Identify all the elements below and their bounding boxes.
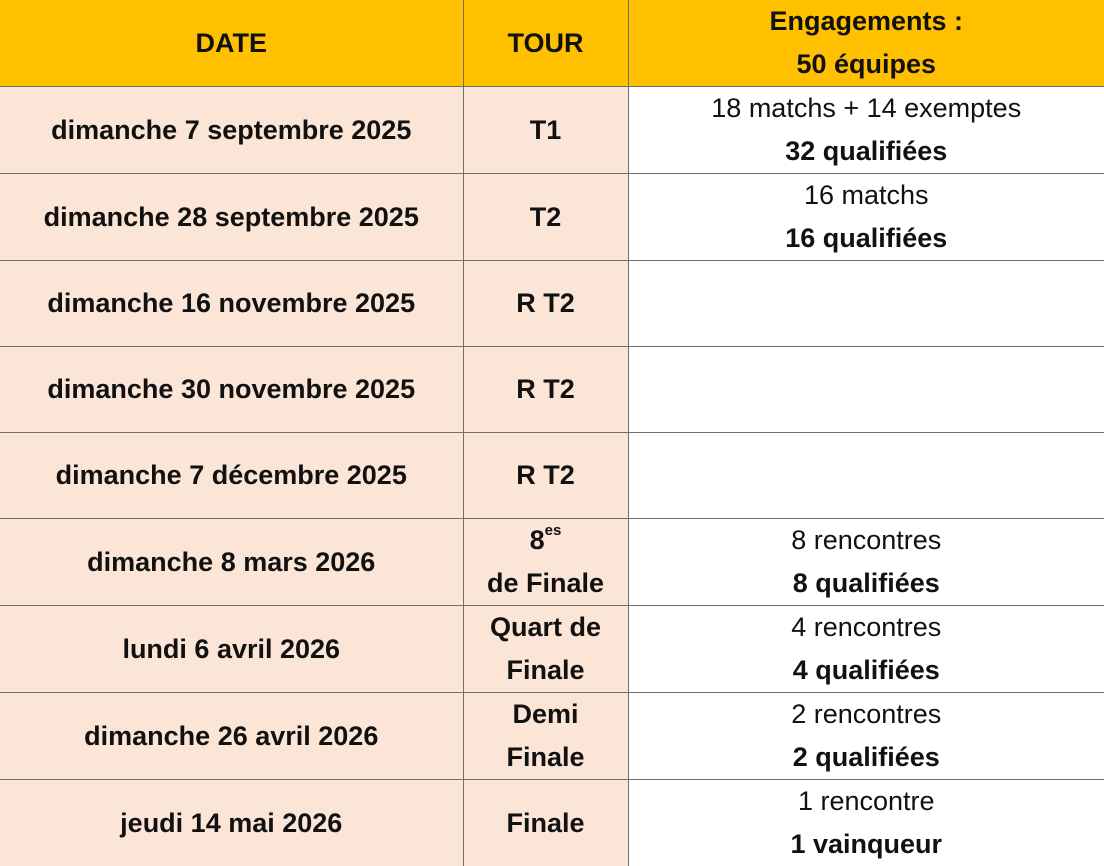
tour-name: Quart de xyxy=(490,612,601,642)
tour-name-line xyxy=(464,519,628,562)
matches-text: 8 rencontres xyxy=(629,519,1104,562)
result-text: 2 qualifiées xyxy=(629,736,1104,779)
engagements-cell xyxy=(628,174,1104,261)
tour-name: Demi xyxy=(512,699,578,729)
date-cell: dimanche 30 novembre 2025 xyxy=(0,347,463,433)
tour-cell xyxy=(463,606,628,693)
matches-text: 4 rencontres xyxy=(629,606,1104,649)
date-cell: dimanche 28 septembre 2025 xyxy=(0,174,463,261)
date-column-header: DATE xyxy=(0,0,463,87)
table-row xyxy=(0,780,1104,866)
tour-name: R T2 xyxy=(516,374,575,404)
tour-cell xyxy=(463,780,628,866)
tour-name-line xyxy=(464,454,628,497)
tour-name-line xyxy=(464,109,628,152)
table-row xyxy=(0,87,1104,174)
tour-name-line xyxy=(464,282,628,325)
table-row xyxy=(0,606,1104,693)
tour-cell xyxy=(463,347,628,433)
tour-column-header: TOUR xyxy=(463,0,628,87)
table-row xyxy=(0,347,1104,433)
engagements-cell xyxy=(628,693,1104,780)
matches-text: 18 matchs + 14 exemptes xyxy=(629,87,1104,130)
engagements-header-title: Engagements : xyxy=(629,0,1104,43)
tour-name-line xyxy=(464,196,628,239)
result-text: 32 qualifiées xyxy=(629,130,1104,173)
header-row xyxy=(0,0,1104,87)
tour-superscript: es xyxy=(545,522,562,539)
table-row xyxy=(0,261,1104,347)
matches-text: 2 rencontres xyxy=(629,693,1104,736)
table-row xyxy=(0,693,1104,780)
tour-name: R T2 xyxy=(516,288,575,318)
engagements-cell xyxy=(628,519,1104,606)
engagements-header-count: 50 équipes xyxy=(629,43,1104,86)
tour-name: R T2 xyxy=(516,460,575,490)
matches-text: 1 rencontre xyxy=(629,780,1104,823)
engagements-cell xyxy=(628,780,1104,866)
table-body xyxy=(0,87,1104,866)
engagements-column-header xyxy=(628,0,1104,87)
tour-name-line2: Finale xyxy=(464,736,628,779)
table-row xyxy=(0,174,1104,261)
tour-cell xyxy=(463,261,628,347)
date-cell: dimanche 7 décembre 2025 xyxy=(0,433,463,519)
table-row xyxy=(0,433,1104,519)
result-text: 4 qualifiées xyxy=(629,649,1104,692)
tour-cell xyxy=(463,693,628,780)
result-text: 1 vainqueur xyxy=(629,823,1104,866)
engagements-cell xyxy=(628,87,1104,174)
tour-name-line xyxy=(464,606,628,649)
date-cell: dimanche 8 mars 2026 xyxy=(0,519,463,606)
tour-cell xyxy=(463,174,628,261)
tour-cell xyxy=(463,433,628,519)
engagements-cell xyxy=(628,433,1104,519)
result-text: 16 qualifiées xyxy=(629,217,1104,260)
table-row xyxy=(0,519,1104,606)
table-header xyxy=(0,0,1104,87)
tour-name-line xyxy=(464,693,628,736)
tour-name: T2 xyxy=(530,202,562,232)
tour-name: T1 xyxy=(530,115,562,145)
tour-name-line2: de Finale xyxy=(464,562,628,605)
tour-name: Finale xyxy=(506,808,584,838)
tour-name: 8 xyxy=(530,525,545,555)
date-cell: jeudi 14 mai 2026 xyxy=(0,780,463,866)
engagements-cell xyxy=(628,606,1104,693)
engagements-cell xyxy=(628,261,1104,347)
result-text: 8 qualifiées xyxy=(629,562,1104,605)
date-cell: lundi 6 avril 2026 xyxy=(0,606,463,693)
tour-cell xyxy=(463,519,628,606)
tour-name-line2: Finale xyxy=(464,649,628,692)
date-cell: dimanche 16 novembre 2025 xyxy=(0,261,463,347)
engagements-cell xyxy=(628,347,1104,433)
matches-text: 16 matchs xyxy=(629,174,1104,217)
date-cell: dimanche 26 avril 2026 xyxy=(0,693,463,780)
date-cell: dimanche 7 septembre 2025 xyxy=(0,87,463,174)
tour-cell xyxy=(463,87,628,174)
tour-name-line xyxy=(464,368,628,411)
tour-name-line xyxy=(464,802,628,845)
